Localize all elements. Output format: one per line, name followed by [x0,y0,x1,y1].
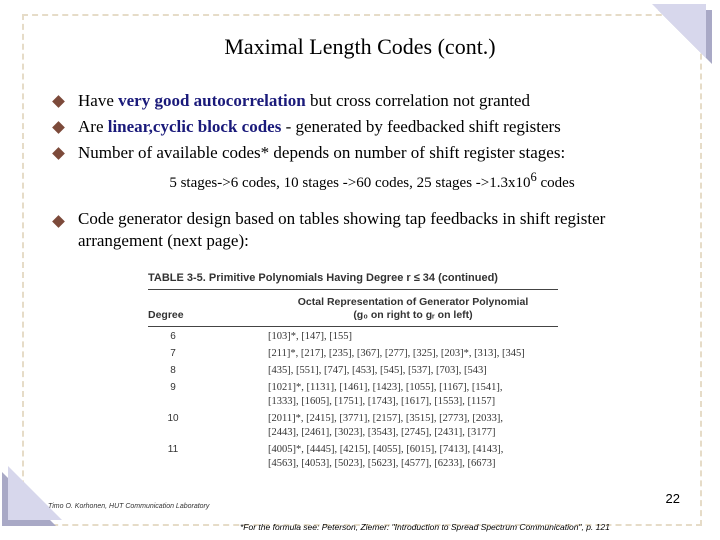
bullet-item [52,208,672,252]
polynomial-line: [211]*, [217], [235], [367], [277], [325], [203]*, [313], [345] [268,348,525,359]
footnote: *For the formula see: Peterson, Ziemer: "Introduction to Spread Spectrum Communication", p. 121 [240,522,610,532]
bullet-diamond-icon [52,95,65,108]
bullet-text: Code generator design based on tables showing tap feedbacks in shift register arrangement (next page): [78,209,606,250]
table-row [148,344,558,361]
bullet-item [52,114,672,140]
codes-count-line [72,166,672,194]
bullet-diamond-icon [52,147,65,160]
bullet-text: - generated by feedbacked shift registers [281,117,561,136]
table-row [148,440,558,471]
page-number: 22 [665,491,680,506]
table-title: TABLE 3-5. Primitive Polynomials Having Degree r ≤ 34 (continued) [148,272,558,290]
corner-decoration-bottom [8,466,62,520]
column-header-octal-line: (g₀ on right to gᵣ on left) [353,309,473,321]
bullet-text: Have [78,91,119,110]
table-header [148,296,558,327]
bullet-item [52,140,672,166]
bullet-emphasis: linear,cyclic block codes [107,117,282,136]
slide-title: Maximal Length Codes (cont.) [224,34,496,59]
row-polynomials [268,443,558,471]
row-polynomials [268,330,558,344]
row-degree: 8 [170,365,176,376]
polynomial-line: [4005]*, [4445], [4215], [4055], [6015], [7413], [4143], [268,444,504,455]
row-polynomials [268,412,558,440]
polynomial-line: [2011]*, [2415], [3771], [2157], [3515], [2773], [2033], [268,413,503,424]
row-degree: 6 [170,331,176,342]
row-degree: 9 [170,382,176,393]
row-degree: 11 [167,444,179,455]
row-polynomials [268,381,558,409]
bullet-text: Number of available codes* depends on number of shift register stages: [78,143,566,162]
codes-count-exponent: 6 [530,170,537,184]
column-header-degree: Degree [148,309,184,321]
bullet-text: but cross correlation not granted [305,91,530,110]
polynomial-line: [4563], [4053], [5023], [5623], [4577], [6233], [6673] [268,458,496,469]
table-row [148,378,558,409]
row-degree: 7 [170,348,176,359]
column-header-octal-line: Octal Representation of Generator Polynomial [297,296,529,308]
bullet-item [52,88,672,114]
polynomial-line: [435], [551], [747], [453], [545], [537], [703], [543] [268,365,487,376]
bullet-emphasis: very good autocorrelation [118,91,306,110]
bullet-list [52,88,672,252]
polynomial-table [148,272,558,471]
row-degree: 10 [167,413,179,424]
bullet-diamond-icon [52,215,65,228]
polynomial-line: [103]*, [147], [155] [268,331,352,342]
table-row [148,361,558,378]
bullet-diamond-icon [52,121,65,134]
table-body [148,327,558,471]
table-row [148,327,558,344]
polynomial-line: [1021]*, [1131], [1461], [1423], [1055], [1167], [1541], [268,382,503,393]
polynomial-line: [2443], [2461], [3023], [3543], [2745], [2431], [3177] [268,427,496,438]
table-row [148,409,558,440]
row-polynomials [268,347,558,361]
column-header-octal [268,296,558,322]
row-polynomials [268,364,558,378]
footer-author: Timo O. Korhonen, HUT Communication Laboratory [48,503,210,510]
bullet-text: Are [78,117,108,136]
polynomial-line: [1333], [1605], [1751], [1743], [1617], [1553], [1157] [268,396,496,407]
codes-count-tail: codes [536,175,575,191]
codes-count-text: 5 stages->6 codes, 10 stages ->60 codes, 25 stages ->1.3x10 [169,175,531,191]
